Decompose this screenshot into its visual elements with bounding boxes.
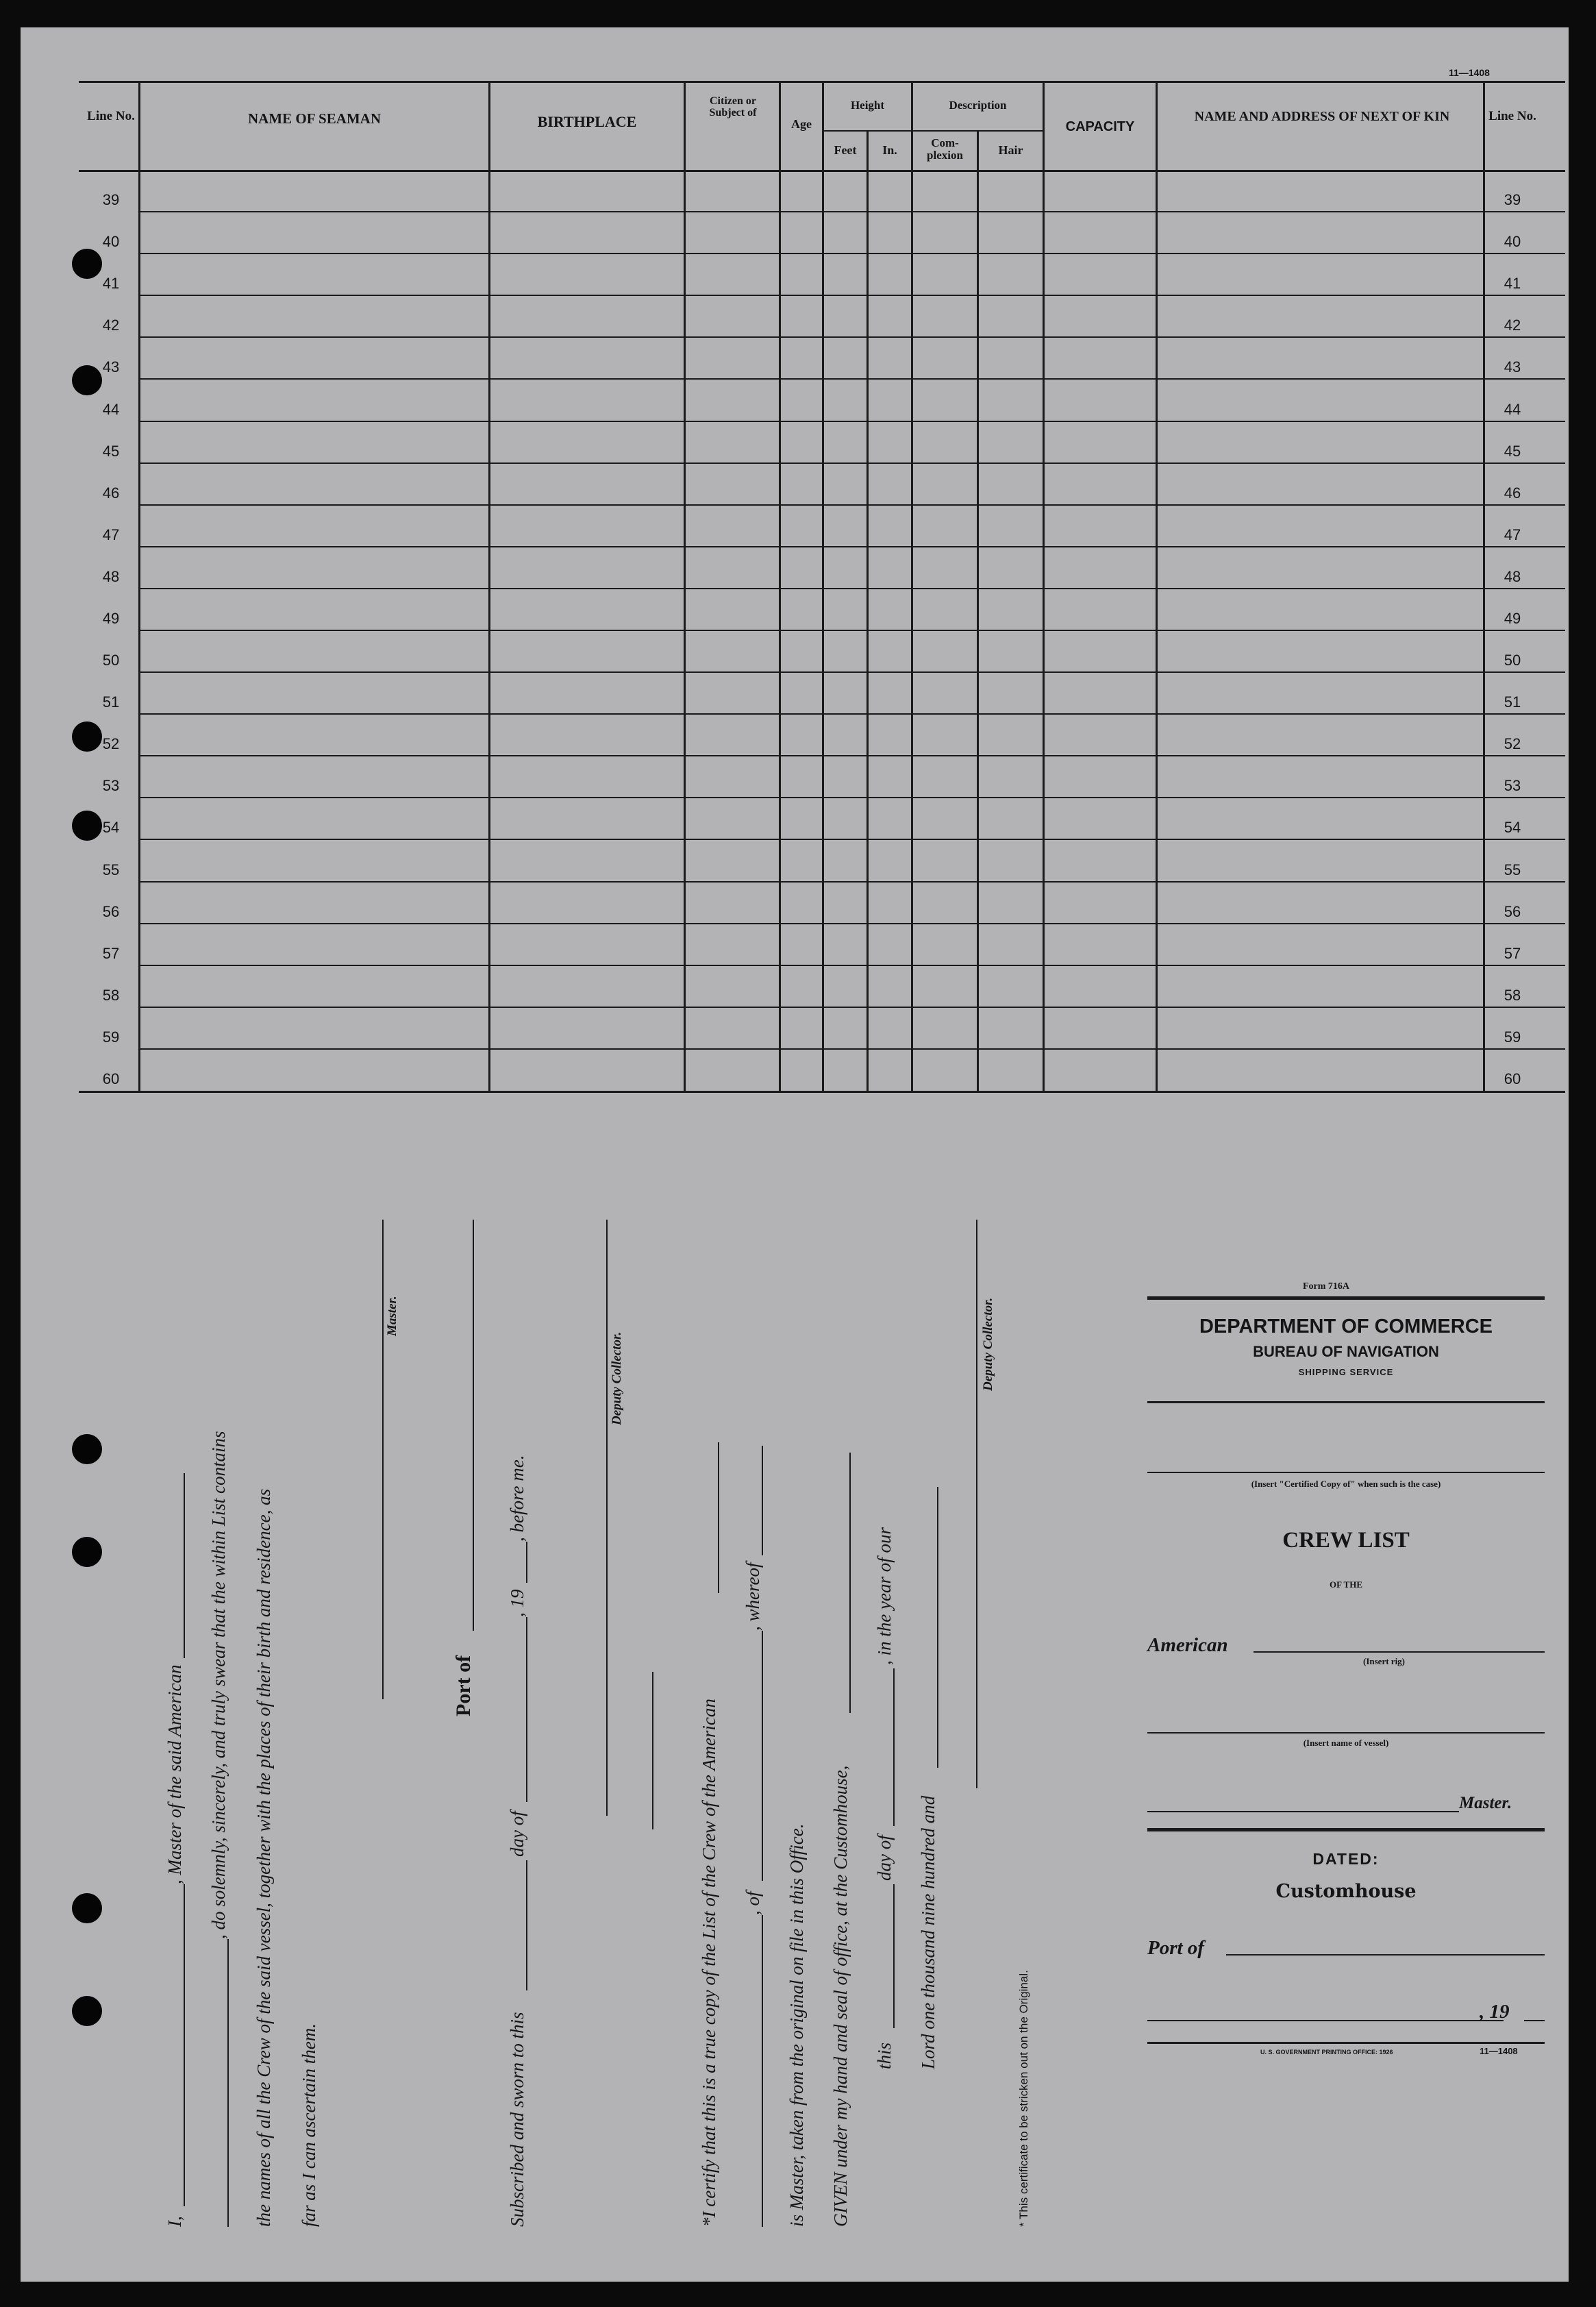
header-description: Description [949, 99, 1007, 112]
oath-line-2: , do solemnly, sincerely, and truly swear that the within List contains [208, 1431, 229, 1939]
subscribed-text: Subscribed and sworn to this [507, 2012, 527, 2227]
row-number-left: 49 [102, 610, 120, 627]
binder-hole [72, 1537, 102, 1567]
blank-line [227, 1939, 229, 2227]
row-number-left: 60 [102, 1070, 120, 1087]
row-number-right: 60 [1504, 1070, 1521, 1087]
row-number-left: 53 [102, 777, 120, 795]
day-of-text: day of [507, 1811, 527, 1857]
row-number-right: 57 [1504, 944, 1521, 962]
header-hair: Hair [998, 143, 1023, 157]
col-divider [1483, 81, 1485, 1093]
blank-line [526, 1617, 527, 1802]
row-number-left: 45 [102, 442, 120, 460]
row-number-left: 42 [102, 317, 120, 334]
header-height: Height [850, 99, 885, 112]
master-label-panel: Master. [1459, 1794, 1512, 1812]
row-number-right: 54 [1504, 819, 1521, 837]
day-of-2-text: day of [874, 1835, 895, 1881]
col-divider [822, 81, 824, 1093]
col-divider [977, 130, 979, 1093]
row-number-right: 51 [1504, 693, 1521, 711]
row-number-right: 48 [1504, 567, 1521, 585]
binder-hole [72, 365, 102, 395]
nineteen-panel: , 19 [1480, 2001, 1510, 2023]
row-divider [140, 336, 1565, 338]
header-name-of-seaman: NAME OF SEAMAN [247, 110, 382, 127]
port-of-label: Port of [452, 1655, 475, 1716]
nineteen-text: , 19 [507, 1589, 527, 1617]
year-of-our-text: , in the year of our [874, 1527, 895, 1665]
service-title: SHIPPING SERVICE [1298, 1367, 1394, 1377]
before-me-text: , before me. [507, 1455, 527, 1542]
row-number-left: 39 [102, 191, 120, 209]
col-divider [1043, 81, 1045, 1093]
row-number-right: 44 [1504, 400, 1521, 418]
row-divider [140, 881, 1565, 883]
blank-line [184, 1884, 185, 2206]
row-number-right: 40 [1504, 233, 1521, 251]
binder-hole [72, 1996, 102, 2026]
panel-form-code: 11—1408 [1480, 2046, 1518, 2056]
row-divider [140, 713, 1565, 715]
row-number-left: 55 [102, 861, 120, 878]
oath-and-certificate [164, 1226, 1192, 2227]
blank-line [762, 1915, 763, 2227]
row-number-left: 41 [102, 275, 120, 293]
row-divider [140, 588, 1565, 589]
row-number-right: 59 [1504, 1028, 1521, 1046]
certified-copy-blank [1147, 1472, 1545, 1473]
row-number-right: 56 [1504, 902, 1521, 920]
oath-i: I, [164, 2216, 185, 2227]
header-line-no: Line No. [87, 109, 135, 123]
binder-hole [72, 1434, 102, 1464]
binder-hole [72, 1893, 102, 1923]
row-number-right: 43 [1504, 358, 1521, 376]
insert-certified-note: (Insert "Certified Copy of" when such is the case) [1251, 1479, 1441, 1489]
col-divider [488, 81, 490, 1093]
port-blank [1226, 1954, 1545, 1956]
american-label: American [1147, 1634, 1228, 1656]
col-divider [138, 81, 140, 1093]
row-divider [140, 839, 1565, 840]
blank-line [718, 1442, 719, 1593]
deputy-signature-line-2 [976, 1220, 977, 1788]
row-divider [140, 630, 1565, 631]
blank-line [526, 1860, 527, 1990]
form-code-top: 11—1408 [1449, 67, 1490, 78]
row-number-right: 49 [1504, 610, 1521, 627]
blank-line [762, 1631, 763, 1881]
of-text: , of [743, 1891, 763, 1915]
row-number-left: 47 [102, 526, 120, 543]
oath-master-of: , Master of the said American [164, 1664, 185, 1884]
header-complexion: Com-plexion [927, 136, 963, 162]
row-divider [140, 378, 1565, 380]
deputy-collector-label-1: Deputy Collector. [610, 1331, 624, 1425]
header-birthplace: BIRTHPLACE [537, 113, 637, 130]
row-number-right: 55 [1504, 861, 1521, 878]
department-title: DEPARTMENT OF COMMERCE [1199, 1316, 1493, 1337]
oath-line-3: the names of all the Crew of the said vessel, together with the places of their birth and residence, as [253, 1488, 274, 2227]
blank-line [849, 1453, 851, 1713]
header-citizen: Citizen or Subject of [709, 95, 757, 119]
row-number-right: 52 [1504, 735, 1521, 753]
header-inches: In. [882, 143, 897, 157]
row-number-left: 40 [102, 233, 120, 251]
row-divider [140, 211, 1565, 212]
row-divider [140, 671, 1565, 673]
blank-line [893, 1668, 895, 1826]
col-divider [1156, 81, 1158, 1093]
given-text: GIVEN under my hand and seal of office, at the Customhouse, [830, 1765, 851, 2227]
row-number-right: 39 [1504, 191, 1521, 209]
row-divider [140, 546, 1565, 547]
port-of-panel: Port of [1147, 1937, 1204, 1959]
printing-office: U. S. GOVERNMENT PRINTING OFFICE: 1926 [1260, 2049, 1393, 2056]
lord-text: Lord one thousand nine hundred and [918, 1795, 938, 2069]
row-number-left: 48 [102, 567, 120, 585]
row-number-left: 54 [102, 819, 120, 837]
blank-line [473, 1220, 474, 1631]
row-number-left: 58 [102, 986, 120, 1004]
oath-line-4: far as I can ascertain them. [299, 2023, 319, 2227]
row-number-right: 45 [1504, 442, 1521, 460]
row-number-right: 46 [1504, 484, 1521, 502]
col-divider [866, 130, 869, 1093]
blank-line [937, 1487, 938, 1768]
bureau-title: BUREAU OF NAVIGATION [1253, 1343, 1439, 1360]
blank-line [762, 1446, 763, 1555]
customhouse-label: Customhouse [1275, 1881, 1417, 1902]
vessel-name-blank [1147, 1732, 1545, 1734]
dated-label: DATED: [1312, 1850, 1380, 1868]
header-line-no-right: Line No. [1488, 109, 1536, 123]
row-number-left: 44 [102, 400, 120, 418]
row-divider [140, 797, 1565, 798]
crew-list-sheet [21, 27, 1569, 2282]
row-number-right: 50 [1504, 652, 1521, 669]
deputy-collector-label-2: Deputy Collector. [981, 1297, 995, 1391]
date-blank [1147, 2020, 1504, 2021]
blank-line [526, 1542, 527, 1583]
row-number-left: 50 [102, 652, 120, 669]
rig-blank [1254, 1651, 1545, 1653]
master-label: Master. [385, 1296, 399, 1336]
col-divider [911, 81, 913, 1093]
row-number-left: 56 [102, 902, 120, 920]
row-number-left: 51 [102, 693, 120, 711]
row-divider [140, 504, 1565, 506]
insert-name-note: (Insert name of vessel) [1303, 1738, 1389, 1748]
certify-text: *I certify that this is a true copy of the List of the Crew of the American [699, 1699, 719, 2227]
row-number-left: 43 [102, 358, 120, 376]
row-divider [140, 965, 1565, 966]
separator-rule [652, 1672, 653, 1829]
blank-line [893, 1884, 895, 2028]
row-number-left: 59 [102, 1028, 120, 1046]
col-divider [779, 81, 781, 1093]
row-number-right: 58 [1504, 986, 1521, 1004]
row-divider [140, 1048, 1565, 1050]
row-number-right: 53 [1504, 777, 1521, 795]
row-number-left: 46 [102, 484, 120, 502]
header-age: Age [791, 117, 812, 131]
row-divider [140, 1007, 1565, 1008]
binder-hole [72, 811, 102, 841]
row-divider [140, 421, 1565, 422]
form-number: Form 716A [1303, 1281, 1350, 1292]
master-blank [1147, 1811, 1459, 1812]
blank-line [184, 1473, 185, 1658]
insert-rig-note: (Insert rig) [1363, 1656, 1406, 1666]
row-number-left: 52 [102, 735, 120, 753]
col-divider [684, 81, 686, 1093]
row-number-right: 42 [1504, 317, 1521, 334]
panel-bottom-rule [1147, 2042, 1545, 2044]
header-feet: Feet [834, 143, 857, 157]
row-divider [140, 755, 1565, 756]
this-text: this [874, 2042, 895, 2069]
row-divider [140, 923, 1565, 924]
header-next-of-kin: NAME AND ADDRESS OF NEXT OF KIN [1194, 109, 1450, 124]
footnote: * This certificate to be stricken out on the Original. [1017, 1970, 1030, 2227]
row-divider [140, 462, 1565, 464]
crew-list-title: CREW LIST [1282, 1528, 1410, 1553]
row-number-right: 41 [1504, 275, 1521, 293]
whereof-text: , whereof [743, 1562, 763, 1631]
binder-hole [72, 249, 102, 279]
panel-rule [1147, 1401, 1545, 1403]
year-blank [1524, 2020, 1545, 2021]
master-signature-line [382, 1220, 384, 1699]
row-divider [140, 295, 1565, 296]
panel-rule [1147, 1828, 1545, 1831]
row-divider [140, 253, 1565, 254]
deputy-signature-line [606, 1220, 608, 1816]
of-the-text: OF THE [1329, 1579, 1363, 1590]
binder-hole [72, 721, 102, 752]
panel-top-rule [1147, 1296, 1545, 1300]
is-master-text: is Master, taken from the original on file in this Office. [786, 1823, 807, 2227]
row-number-right: 47 [1504, 526, 1521, 543]
header-capacity: CAPACITY [1065, 119, 1135, 134]
row-number-left: 57 [102, 944, 120, 962]
